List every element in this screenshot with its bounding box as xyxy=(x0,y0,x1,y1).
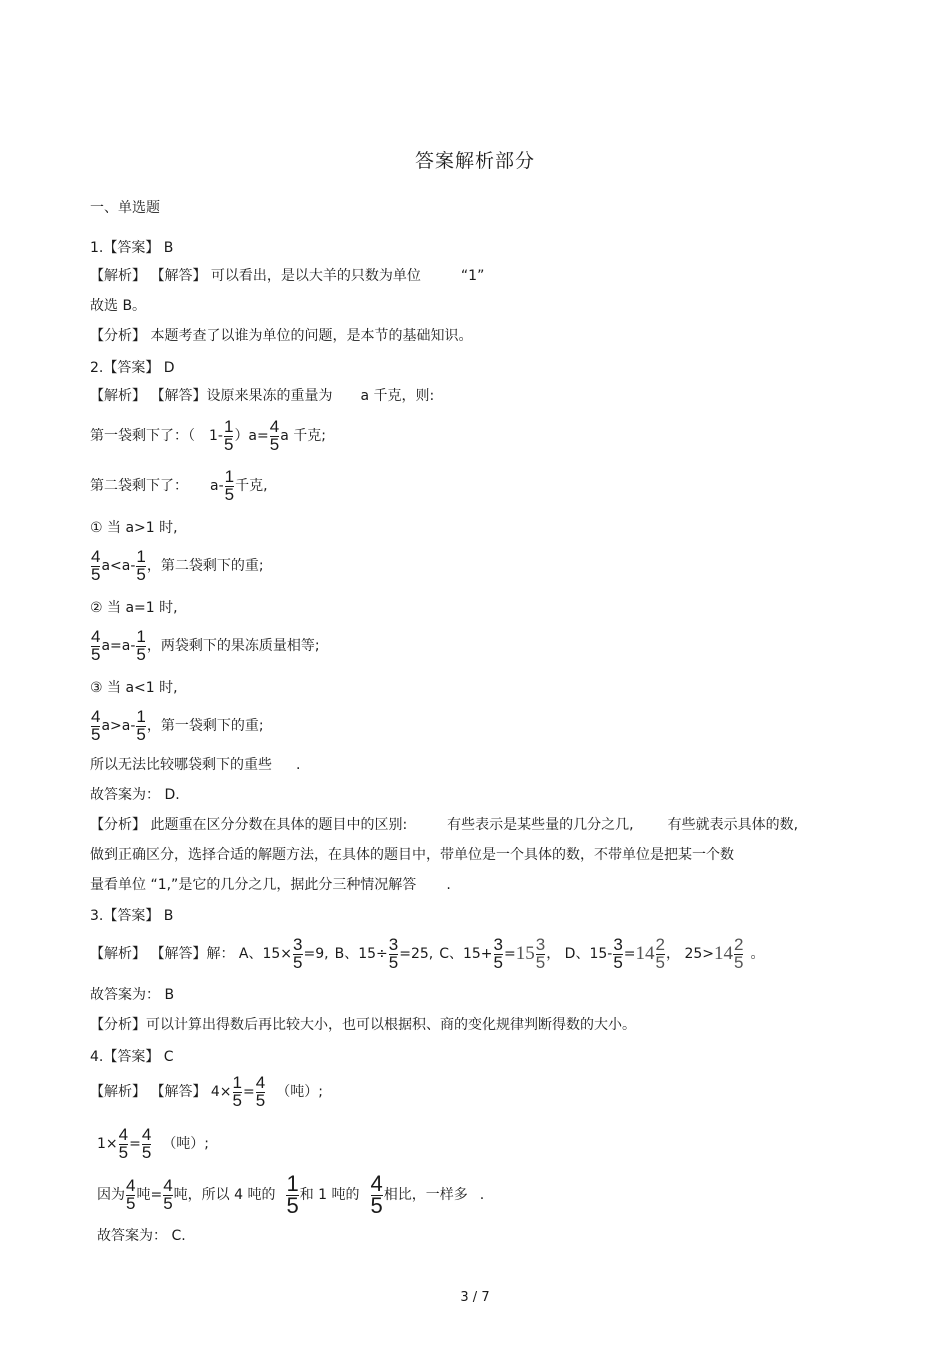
q3-analysis: 【解析】 【解答】解： A、15× $\frac{3}{5}$ =9, B、15÷ $\frac{3}{5}$ =25, C、15+ $\frac{3}{5}$ =15 $\frac{3}{5}$ ， D、15- $\frac{3}{5}$ =14 $\frac{2}{5}$ ， 25>14 $\frac{2}{5}$ 。 xyxy=(90,935,765,972)
q4-final: 故答案为： C. xyxy=(97,1228,186,1244)
section-heading: 一、单选题 xyxy=(90,200,160,216)
q2-case2: ② 当 a=1 时, xyxy=(90,600,178,616)
fraction-four-fifths: $\frac{4}{5}$ xyxy=(255,1073,266,1110)
q1-answer: 1.【答案】 B xyxy=(90,240,174,256)
q2-case1: ① 当 a>1 时, xyxy=(90,520,178,536)
fraction-four-fifths: $\frac{4}{5}$ xyxy=(91,547,101,584)
q3-final: 故答案为： B xyxy=(90,987,175,1003)
q2-case3: ③ 当 a<1 时, xyxy=(90,680,178,696)
fraction-two-fifths: $\frac{2}{5}$ xyxy=(655,935,665,972)
fraction-one-fifth: $\frac{1}{5}$ xyxy=(224,467,235,504)
fraction-four-fifths: $\frac{4}{5}$ xyxy=(91,707,101,744)
fraction-three-fifths: $\frac{3}{5}$ xyxy=(535,935,546,972)
fraction-four-fifths: $\frac{4}{5}$ xyxy=(91,627,101,664)
fraction-one-fifth: $\frac{1}{5}$ xyxy=(286,1171,299,1218)
fraction-one-fifth: $\frac{1}{5}$ xyxy=(136,627,146,664)
fraction-three-fifths: $\frac{3}{5}$ xyxy=(388,935,399,972)
q2-bag2: 第二袋剩下了： a- $\frac{1}{5}$ 千克, xyxy=(90,467,268,504)
q4-line3: 因为 $\frac{4}{5}$ 吨= $\frac{4}{5}$ 吨，所以 4 吨的 $\frac{1}{5}$ 和 1 吨的 $\frac{4}{5}$ 相比，一样多 . xyxy=(97,1171,485,1218)
q2-note-line2: 做到正确区分，选择合适的解题方法，在具体的题目中，带单位是一个具体的数，不带单位是把某一个数 xyxy=(90,847,734,863)
fraction-three-fifths: $\frac{3}{5}$ xyxy=(613,935,623,972)
q2-final: 故答案为： D. xyxy=(90,787,180,803)
fraction-one-fifth: $\frac{1}{5}$ xyxy=(136,547,146,584)
q4-line2: 1× $\frac{4}{5}$ = $\frac{4}{5}$ （吨）; xyxy=(97,1125,210,1162)
q2-note-line3: 量看单位 “1,”是它的几分之几，据此分三种情况解答 . xyxy=(90,877,451,893)
page-title: 答案解析部分 xyxy=(414,150,535,172)
q3-note: 【分析】可以计算出得数后再比较大小，也可以根据积、商的变化规律判断得数的大小。 xyxy=(90,1017,636,1033)
fraction-two-fifths: $\frac{2}{5}$ xyxy=(734,935,744,972)
q4-answer: 4.【答案】 C xyxy=(90,1049,174,1065)
fraction-four-fifths: $\frac{4}{5}$ xyxy=(141,1125,152,1162)
fraction-one-fifth: $\frac{1}{5}$ xyxy=(223,417,234,454)
q3-answer: 3.【答案】 B xyxy=(90,908,174,924)
q2-case3-expr: $\frac{4}{5}$ a>a- $\frac{1}{5}$ ，第一袋剩下的重; xyxy=(91,707,264,744)
q2-analysis: 【解析】 【解答】设原来果冻的重量为 a 千克，则: xyxy=(90,388,435,404)
fraction-four-fifths: $\frac{4}{5}$ xyxy=(126,1176,136,1213)
fraction-three-fifths: $\frac{3}{5}$ xyxy=(293,935,303,972)
q2-note-line1: 【分析】 此题重在区分分数在具体的题目中的区别: 有些表示是某些量的几分之几, 有些就表示具体的数, xyxy=(90,817,799,833)
q2-conclusion: 所以无法比较哪袋剩下的重些 . xyxy=(90,757,301,773)
q2-case2-expr: $\frac{4}{5}$ a=a- $\frac{1}{5}$ ，两袋剩下的果冻质量相等; xyxy=(91,627,320,664)
page-number: 3 / 7 xyxy=(460,1290,490,1305)
fraction-one-fifth: $\frac{1}{5}$ xyxy=(232,1073,243,1110)
fraction-four-fifths: $\frac{4}{5}$ xyxy=(118,1125,129,1162)
fraction-four-fifths: $\frac{4}{5}$ xyxy=(163,1176,173,1213)
q4-analysis: 【解析】 【解答】 4× $\frac{1}{5}$ = $\frac{4}{5}$ （吨）; xyxy=(90,1073,323,1110)
fraction-four-fifths: $\frac{4}{5}$ xyxy=(269,417,280,454)
fraction-three-fifths: $\frac{3}{5}$ xyxy=(493,935,504,972)
q1-analysis: 【解析】 【解答】 可以看出，是以大羊的只数为单位 “1” xyxy=(90,268,485,284)
q1-note: 【分析】 本题考查了以谁为单位的问题，是本节的基础知识。 xyxy=(90,328,473,344)
q2-answer: 2.【答案】 D xyxy=(90,360,175,376)
q2-bag1: 第一袋剩下了：（ 1- $\frac{1}{5}$ ）a= $\frac{4}{5}$ a 千克; xyxy=(90,417,326,454)
fraction-four-fifths: $\frac{4}{5}$ xyxy=(370,1171,383,1218)
q1-choose: 故选 B。 xyxy=(90,298,147,314)
fraction-one-fifth: $\frac{1}{5}$ xyxy=(136,707,146,744)
q2-case1-expr: $\frac{4}{5}$ a<a- $\frac{1}{5}$ ，第二袋剩下的重; xyxy=(91,547,264,584)
